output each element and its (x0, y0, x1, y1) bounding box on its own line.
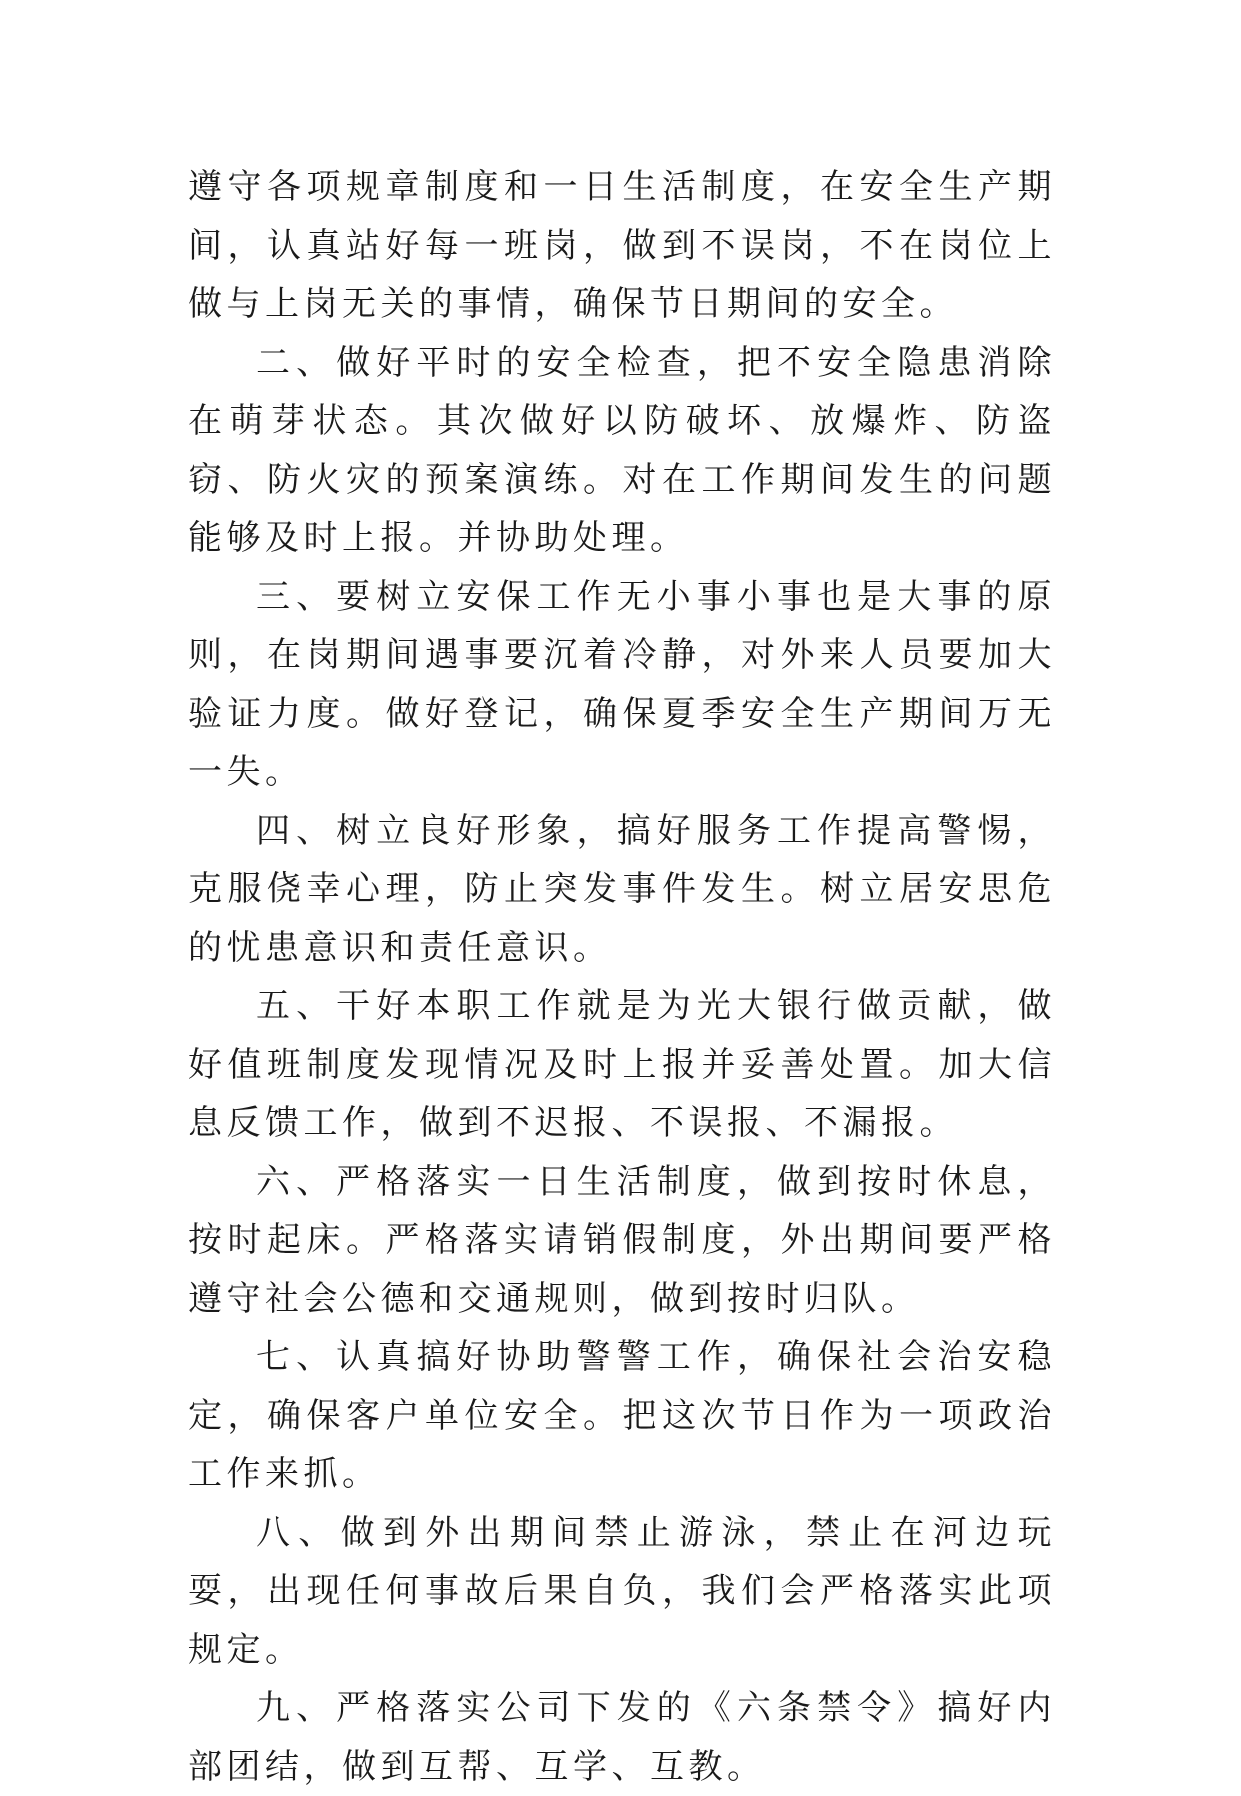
paragraph: 七、认真搞好协助警警工作，确保社会治安稳定，确保客户单位安全。把这次节日作为一项政治工作来抓。 (188, 1337, 1056, 1494)
document-body (188, 158, 1056, 1796)
paragraph: 六、严格落实一日生活制度，做到按时休息，按时起床。严格落实请销假制度，外出期间要严格遵守社会公德和交通规则，做到按时归队。 (188, 1161, 1056, 1319)
paragraph: 遵守各项规章制度和一日生活制度，在安全生产期间，认真站好每一班岗，做到不误岗，不在岗位上做与上岗无关的事情，确保节日期间的安全。 (188, 167, 1056, 324)
paragraph: 九、严格落实公司下发的《六条禁令》搞好内部团结，做到互帮、互学、互教。 (188, 1688, 1056, 1787)
paragraph: 三、要树立安保工作无小事小事也是大事的原则，在岗期间遇事要沉着冷静，对外来人员要加大验证力度。做好登记，确保夏季安全生产期间万无一失。 (188, 576, 1056, 792)
paragraph: 五、干好本职工作就是为光大银行做贡献，做好值班制度发现情况及时上报并妥善处置。加大信息反馈工作，做到不迟报、不误报、不漏报。 (188, 986, 1056, 1143)
paragraph: 二、做好平时的安全检查，把不安全隐患消除在萌芽状态。其次做好以防破坏、放爆炸、防盗窃、防火灾的预案演练。对在工作期间发生的问题能够及时上报。并协助处理。 (188, 342, 1056, 558)
paragraph: 四、树立良好形象，搞好服务工作提高警惕，克服侥幸心理，防止突发事件发生。树立居安思危的忧患意识和责任意识。 (188, 810, 1056, 968)
paragraph: 八、做到外出期间禁止游泳，禁止在河边玩耍，出现任何事故后果自负，我们会严格落实此项规定。 (188, 1512, 1056, 1670)
